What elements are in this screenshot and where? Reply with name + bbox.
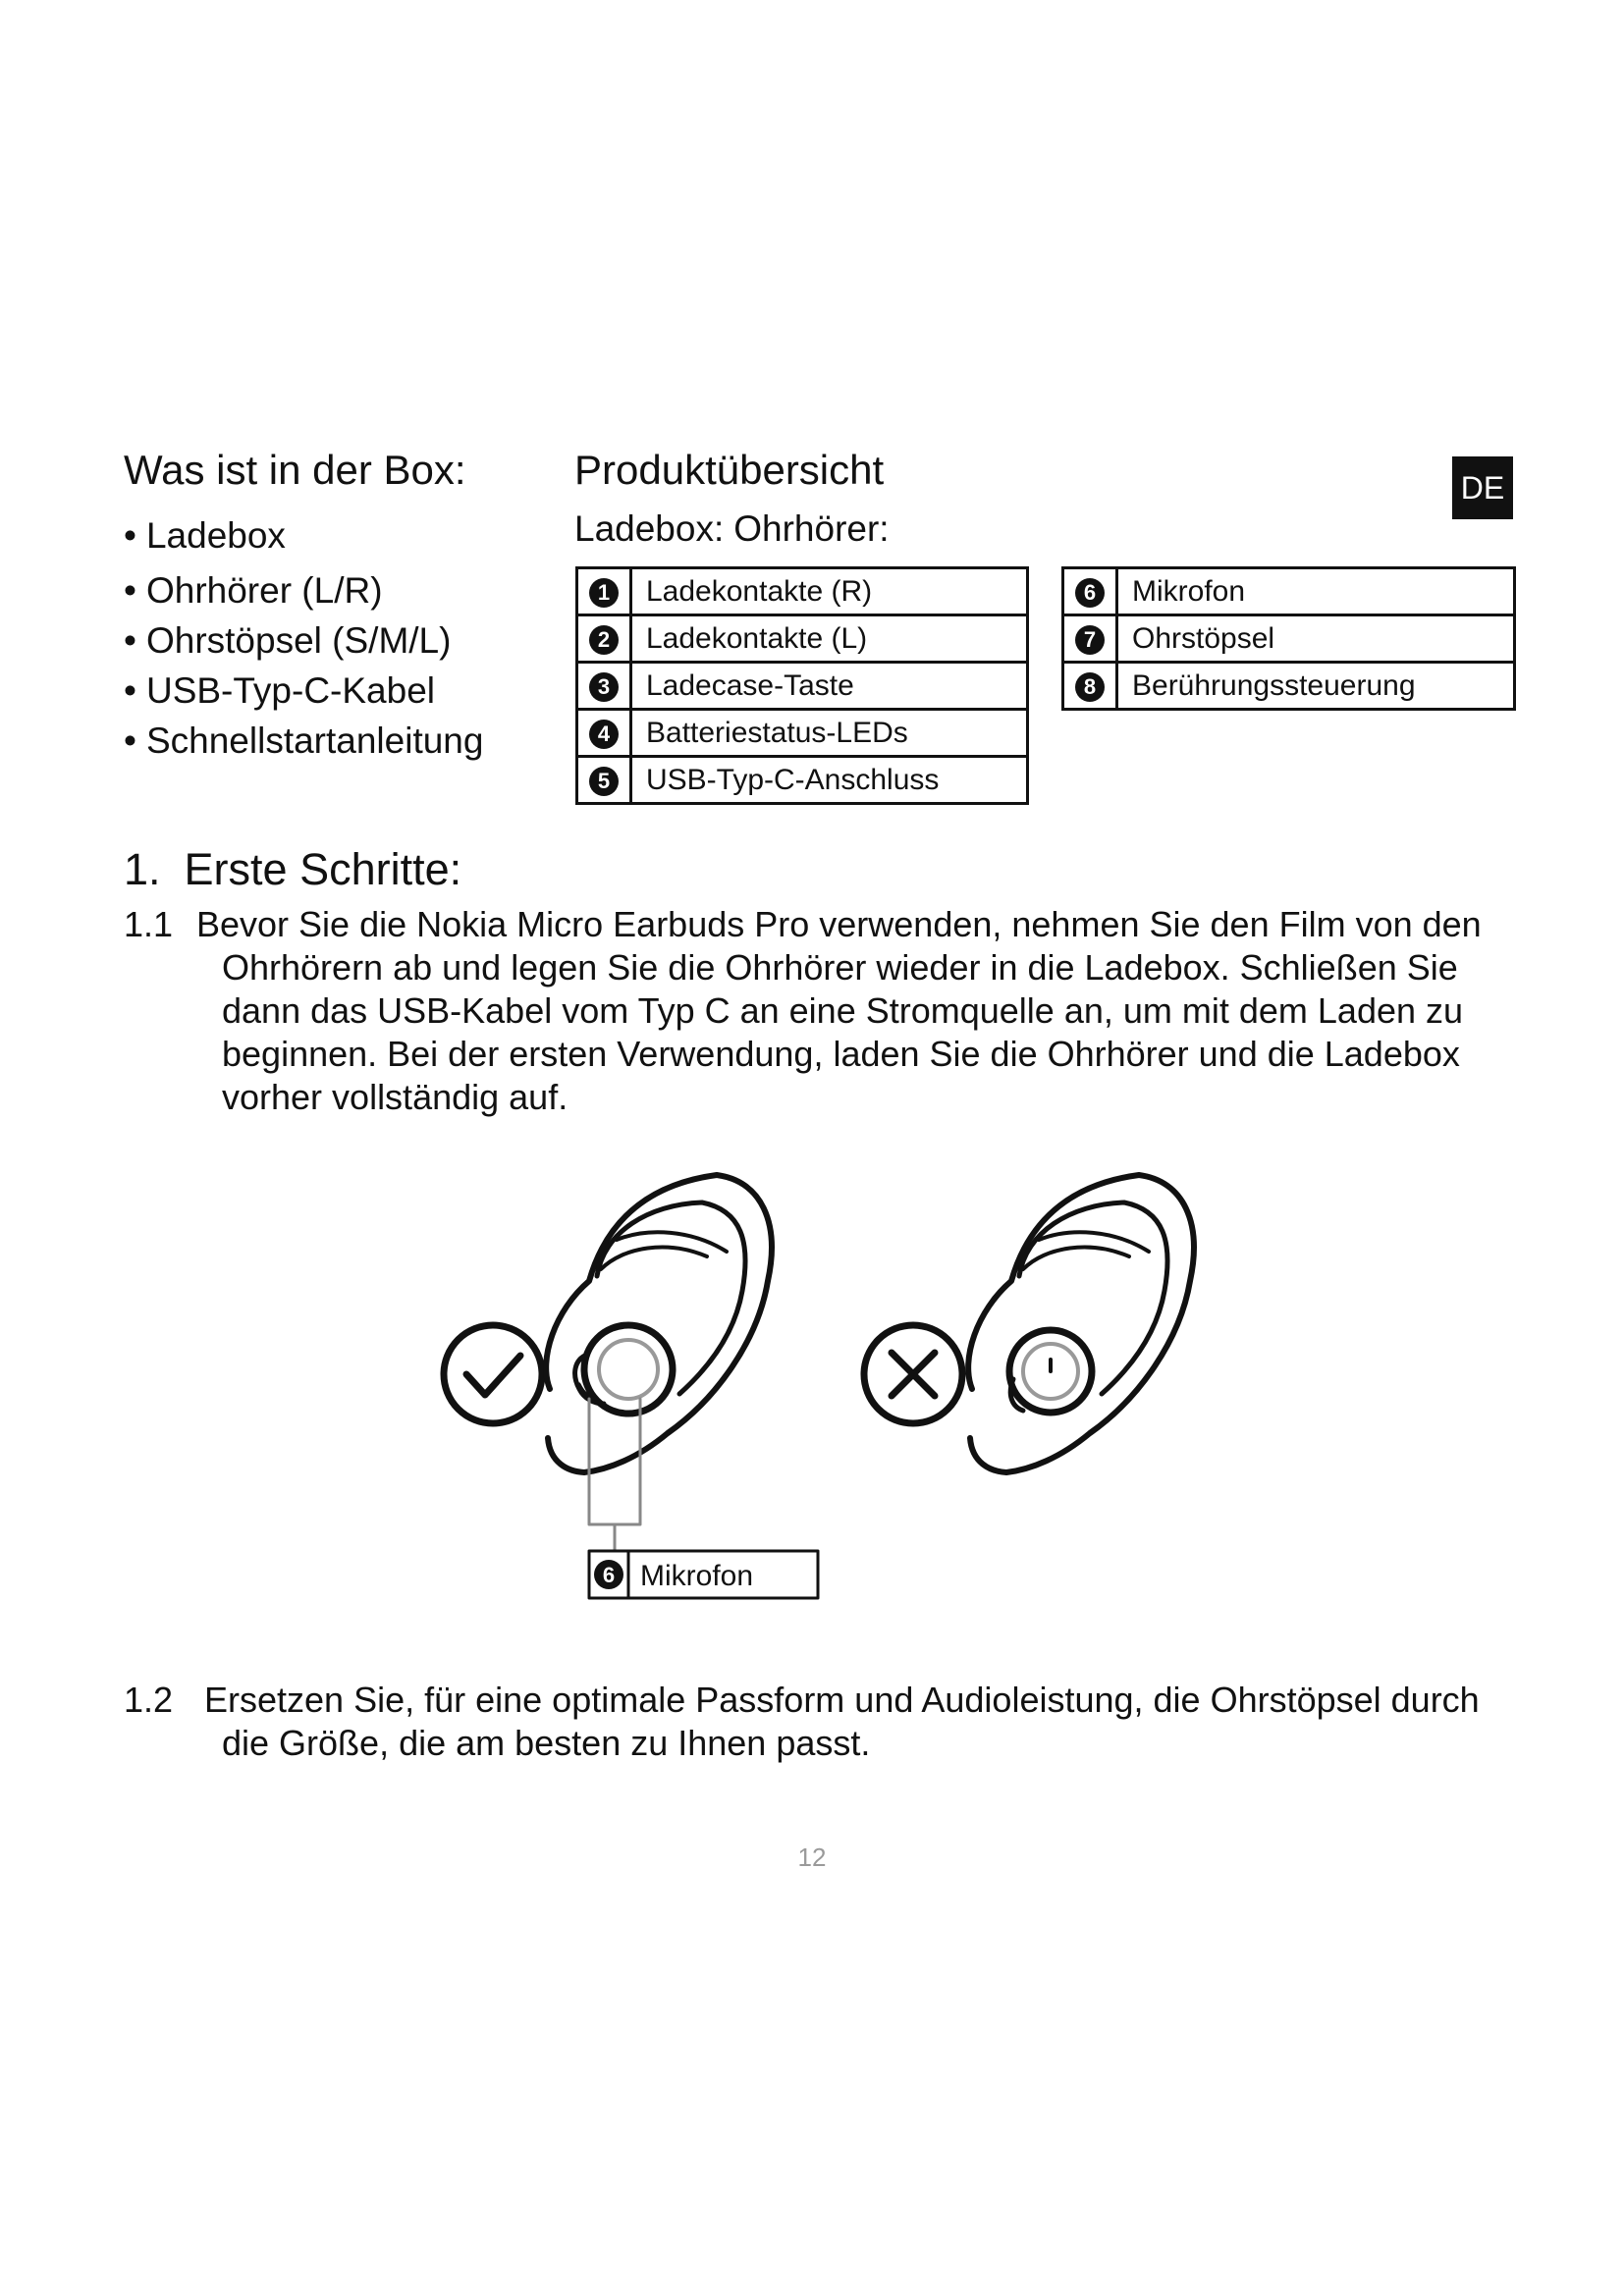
part-label: USB-Typ-C-Anschluss — [631, 757, 1028, 804]
paragraph-text: Bevor Sie die Nokia Micro Earbuds Pro verwenden, nehmen Sie den Film von den Ohrhörern ab und legen Sie die Ohrhörer wieder in die Ladebox. Schließen Sie dann das USB-Kabel vom Typ C an eine Stromquelle an, um mit dem Laden zu beginnen. Bei der ersten Verwendung, laden Sie die Ohrhörer und die Ladebox vorher vollständig auf. — [196, 904, 1482, 1117]
list-item: • Ladebox — [124, 510, 483, 561]
paragraph-number: 1.2 — [124, 1680, 174, 1720]
earbud-fit-illustration — [422, 1163, 1237, 1625]
table-row — [577, 663, 1028, 710]
microphone-callout-box — [589, 1551, 818, 1598]
section-title — [124, 844, 461, 895]
ear-icon — [546, 1175, 772, 1472]
overview-heading: Produktübersicht — [574, 447, 885, 493]
paragraph-1-2 — [124, 1679, 1518, 1765]
part-label: Ladekontakte (L) — [631, 615, 1028, 663]
ear-icon — [968, 1175, 1194, 1472]
in-box-heading: Was ist in der Box: — [124, 447, 466, 493]
paragraph-text: Ersetzen Sie, für eine optimale Passform und Audioleistung, die Ohrstöpsel durch die Größe, die am besten zu Ihnen passt. — [204, 1680, 1480, 1763]
part-label: Mikrofon — [1117, 568, 1515, 615]
part-label: Berührungssteuerung — [1117, 663, 1515, 710]
earbud-parts-table — [1061, 566, 1516, 711]
earbuds-subheading: Ohrhörer: — [733, 508, 890, 549]
part-label: Ohrstöpsel — [1117, 615, 1515, 663]
list-item: • Ohrstöpsel (S/M/L) — [124, 615, 483, 666]
case-parts-table — [575, 566, 1029, 805]
number-badge: 6 — [1075, 578, 1105, 608]
overview-subheadings — [574, 508, 890, 550]
table-row — [577, 568, 1028, 615]
number-badge: 2 — [589, 625, 619, 655]
part-label: Batteriestatus-LEDs — [631, 710, 1028, 757]
page-number: 12 — [797, 1842, 827, 1872]
table-row — [577, 615, 1028, 663]
part-label: Ladecase-Taste — [631, 663, 1028, 710]
correct-fit-illustration — [444, 1175, 818, 1598]
callout-number: 6 — [602, 1563, 616, 1587]
table-row — [1063, 615, 1515, 663]
paragraph-1-1 — [124, 903, 1508, 1119]
number-badge: 1 — [589, 578, 619, 608]
in-box-list — [124, 510, 483, 766]
part-label: Ladekontakte (R) — [631, 568, 1028, 615]
number-badge: 8 — [1075, 672, 1105, 702]
check-circle-icon — [444, 1325, 542, 1423]
number-badge: 5 — [589, 767, 619, 796]
microphone-callout-line — [589, 1399, 640, 1551]
list-item: • Ohrhörer (L/R) — [124, 565, 483, 615]
case-subheading: Ladebox: — [574, 508, 725, 549]
list-item: • Schnellstartanleitung — [124, 716, 483, 766]
number-badge: 7 — [1075, 625, 1105, 655]
section-title-text: Erste Schritte: — [184, 844, 462, 894]
table-row — [577, 757, 1028, 804]
list-item: • USB-Typ-C-Kabel — [124, 666, 483, 716]
language-badge: DE — [1452, 456, 1513, 519]
table-row — [1063, 568, 1515, 615]
table-row — [577, 710, 1028, 757]
cross-circle-icon — [864, 1325, 962, 1423]
paragraph-number: 1.1 — [124, 904, 174, 944]
earbud-icon — [1009, 1330, 1092, 1413]
callout-label: Mikrofon — [640, 1560, 754, 1592]
number-badge: 3 — [589, 672, 619, 702]
number-badge: 4 — [589, 720, 619, 749]
table-row — [1063, 663, 1515, 710]
section-number: 1. — [124, 844, 161, 894]
wrong-fit-illustration — [864, 1175, 1194, 1472]
